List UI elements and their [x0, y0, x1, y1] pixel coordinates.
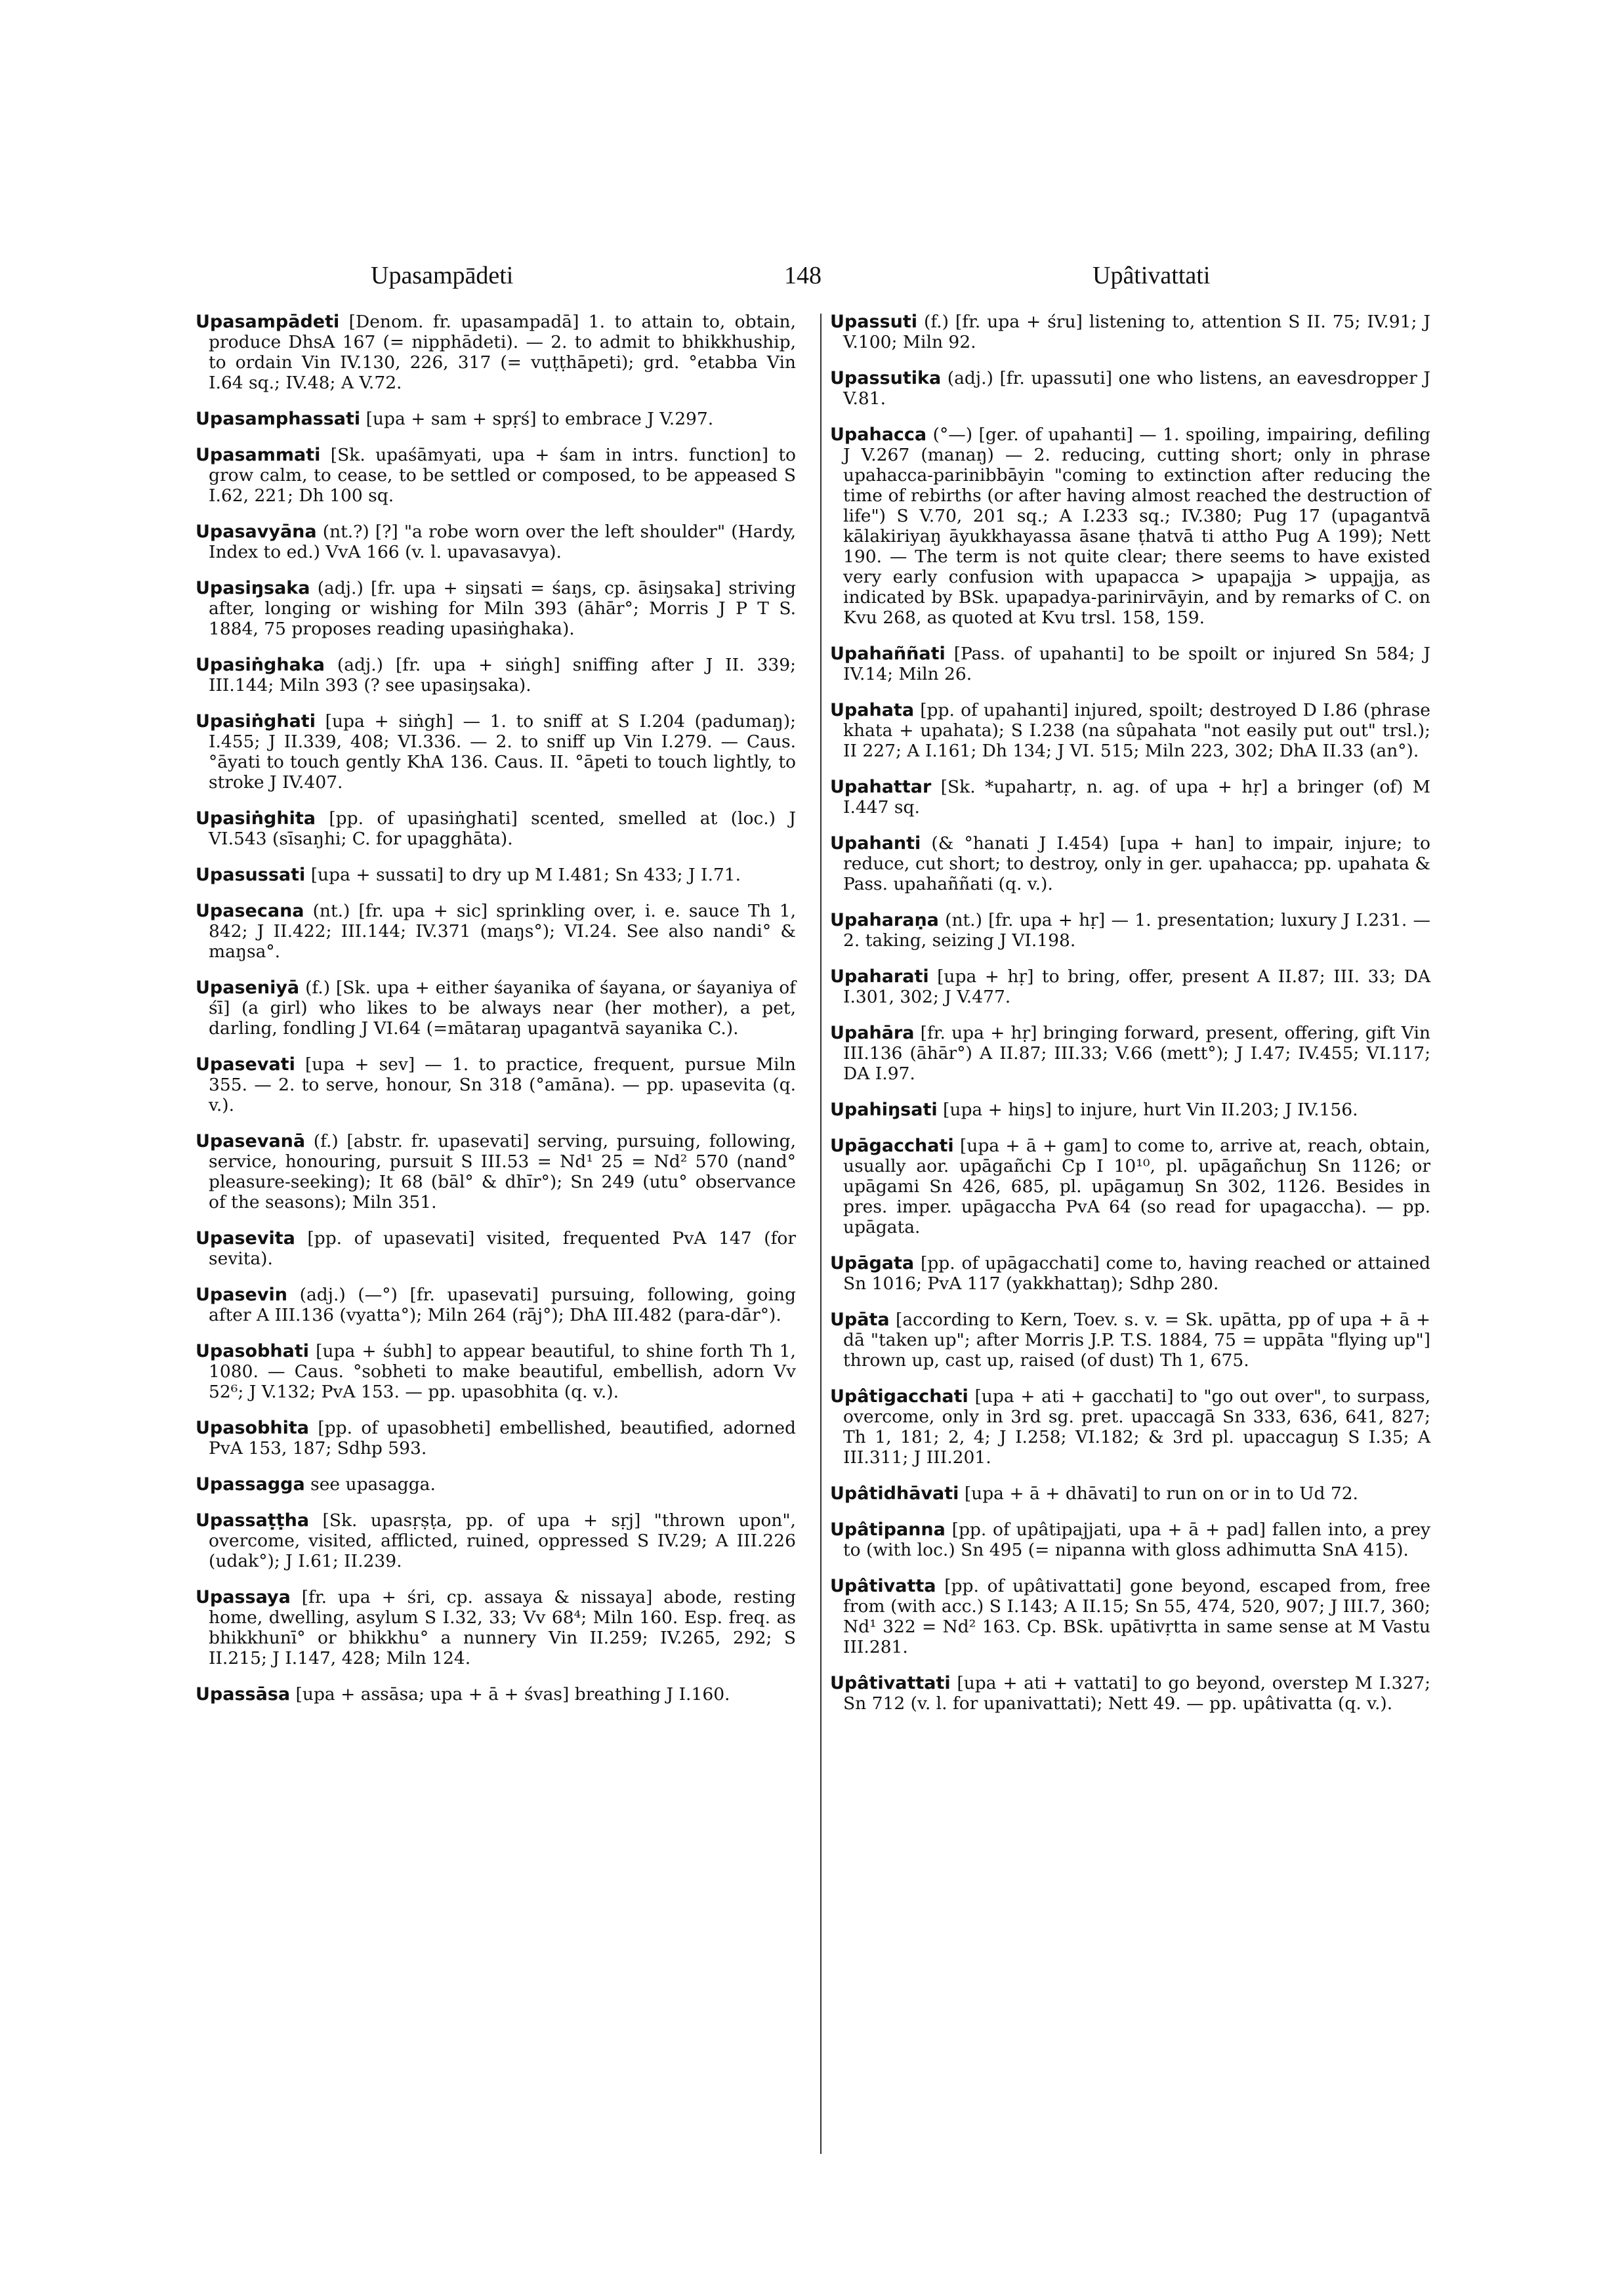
- entry-headword: Upasamphassati: [196, 409, 361, 429]
- entry-definition: [pp. of upasobheti] embellished, beautified, adorned PvA 153, 187; Sdhp 593.: [209, 1418, 796, 1458]
- entry-definition: [fr. upa + śri, cp. assaya & nissaya] abode, resting home, dwelling, asylum S I.32, 33; Vv 68⁴; Miln 160. Esp. freq. as bhikkhunī° or bhikkhu° a nunnery Vin II.259; IV.265, 292; S II.215; J I.147, 428; Miln 124.: [209, 1587, 796, 1668]
- dictionary-entry: [196, 1131, 796, 1212]
- entry-headword: Upassagga: [196, 1474, 305, 1495]
- entry-headword: Upaharati: [830, 966, 929, 987]
- dictionary-entry: [196, 978, 796, 1039]
- dictionary-entry: [830, 1520, 1430, 1560]
- dictionary-entry: [196, 1285, 796, 1325]
- dictionary-entry: [196, 1418, 796, 1458]
- dictionary-entry: [830, 1136, 1430, 1237]
- entry-headword: Upasiṅghita: [196, 808, 316, 829]
- entry-definition: [upa + siṅgh] — 1. to sniff at S I.204 (padumaŋ); I.455; J II.339, 408; VI.336. — 2. to sniff up Vin I.279. — Caus. °āyati to touch gently KhA 136. Caus. II. °āpeti to touch lightly, to stroke J IV.407.: [209, 711, 796, 793]
- entry-headword: Upâtivattati: [830, 1673, 951, 1693]
- dictionary-entry: [830, 1253, 1430, 1294]
- dictionary-entry: [196, 522, 796, 562]
- dictionary-entry: [196, 312, 796, 393]
- entry-definition: [Pass. of upahanti] to be spoilt or injured Sn 584; J IV.14; Miln 26.: [843, 644, 1430, 684]
- entry-headword: Upasecana: [196, 901, 304, 921]
- entry-headword: Upâtivatta: [830, 1576, 936, 1596]
- entry-definition: [Sk. upasṛṣṭa, pp. of upa + sṛj] "thrown upon", overcome, visited, afflicted, ruined, oppressed S IV.29; A III.226 (udak°); J I.61; II.239.: [209, 1510, 796, 1571]
- entry-headword: Upasobhita: [196, 1418, 310, 1438]
- dictionary-entry: [830, 966, 1430, 1007]
- dictionary-entry: [830, 777, 1430, 817]
- entry-headword: Upahattar: [830, 777, 932, 797]
- entry-definition: (nt.?) [?] "a robe worn over the left shoulder" (Hardy, Index to ed.) VvA 166 (v. l. upavasavya).: [209, 522, 796, 562]
- dictionary-entry: [830, 1673, 1430, 1714]
- dictionary-entry: [196, 1228, 796, 1269]
- entry-headword: Upasevanā: [196, 1131, 306, 1151]
- dictionary-entry: [830, 833, 1430, 894]
- entry-definition: [fr. upa + hṛ] bringing forward, present, offering, gift Vin III.136 (āhār°) A II.87; III.33; V.66 (mett°); J I.47; IV.455; VI.117; DA I.97.: [843, 1023, 1430, 1084]
- header-left-word: Upasampādeti: [371, 262, 514, 289]
- entry-definition: [upa + assāsa; upa + ā + śvas] breathing J I.160.: [290, 1684, 730, 1705]
- entry-headword: Upāgacchati: [830, 1136, 954, 1156]
- entry-headword: Upasiṅghati: [196, 711, 316, 732]
- dictionary-entry: [830, 1576, 1430, 1657]
- dictionary-entry: [196, 445, 796, 506]
- entry-headword: Upassaṭṭha: [196, 1510, 310, 1531]
- dictionary-entry: [830, 1100, 1430, 1120]
- entry-headword: Upahiŋsati: [830, 1100, 938, 1120]
- right-column: [830, 312, 1430, 1729]
- entry-headword: Upassāsa: [196, 1684, 291, 1705]
- dictionary-entry: [196, 1474, 796, 1495]
- entry-definition: (adj.) [fr. upa + siŋsati = śaŋs, cp. āsiŋsaka] striving after, longing or wishing for Miln 393 (āhār°; Morris J P T S. 1884, 75 proposes reading upasiṅghaka).: [209, 578, 796, 639]
- entry-definition: [pp. of upasevati] visited, frequented PvA 147 (for sevita).: [209, 1228, 796, 1269]
- entry-definition: [upa + hiŋs] to injure, hurt Vin II.203; J IV.156.: [937, 1100, 1358, 1120]
- entry-definition: [pp. of upasiṅghati] scented, smelled at (loc.) J VI.543 (sīsaŋhi; C. for upagghāta).: [209, 808, 796, 849]
- dictionary-entry: [196, 1684, 796, 1705]
- entry-headword: Upasevita: [196, 1228, 295, 1249]
- entry-definition: [Sk. upaśāmyati, upa + śam in intrs. function] to grow calm, to cease, to be settled or composed, to be appeased S I.62, 221; Dh 100 sq.: [209, 445, 796, 506]
- entry-definition: see upasagga.: [304, 1474, 436, 1495]
- entry-headword: Upahāra: [830, 1023, 915, 1043]
- entry-headword: Upasevati: [196, 1054, 295, 1075]
- entry-definition: [pp. of upâtivattati] gone beyond, escaped from, free from (with acc.) S I.143; A II.15; Sn 55, 474, 520, 907; J III.7, 360; Nd¹ 322 = Nd² 163. Cp. BSk. upātivṛtta in same sense at M Vastu III.281.: [843, 1576, 1430, 1657]
- column-divider: [820, 314, 822, 2154]
- entry-headword: Upâtigacchati: [830, 1386, 968, 1407]
- entry-definition: (adj.) (—°) [fr. upasevati] pursuing, following, going after A III.136 (vyatta°); Miln 264 (rāj°); DhA III.482 (para-dār°).: [209, 1285, 796, 1325]
- entry-definition: (& °hanati J I.454) [upa + han] to impair, injure; to reduce, cut short; to destroy, only in ger. upahacca; pp. upahata & Pass. upahaññati (q. v.).: [843, 833, 1430, 894]
- dictionary-entry: [830, 700, 1430, 761]
- entry-definition: (°—) [ger. of upahanti] — 1. spoiling, impairing, defiling J V.267 (manaŋ) — 2. reducing, cutting short; only in phrase upahacca-parinibbāyin "coming to extinction after reducing the time of rebirths (or after having almost reached the destruction of life") S V.70, 201 sq.; A I.233 sq.; IV.380; Pug 17 (upagantvā kālakiriyaŋ āyukkhayassa āsane ṭhatvā ti attho Pug A 199); Nett 190. — The term is not quite clear; there seems to have existed very early confusion with upapacca > upapajja > uppajja, as indicated by BSk. upapadya-parinirvāyin, and by remarks of C. on Kvu 268, as quoted at Kvu trsl. 158, 159.: [843, 424, 1430, 628]
- dictionary-entry: [830, 644, 1430, 684]
- dictionary-entry: [196, 711, 796, 793]
- entry-definition: (adj.) [fr. upassuti] one who listens, an eavesdropper J V.81.: [843, 368, 1430, 409]
- entry-headword: Upâtidhāvati: [830, 1483, 959, 1504]
- dictionary-entry: [196, 655, 796, 695]
- entry-headword: Upassutika: [830, 368, 942, 388]
- entry-headword: Upassuti: [830, 312, 917, 332]
- header-right-word: Upâtivattati: [1093, 262, 1211, 289]
- entry-definition: [according to Kern, Toev. s. v. = Sk. upātta, pp of upa + ā + dā "taken up"; after Morris J.P. T.S. 1884, 75 = uppāta "flying up"] thrown up, cast up, raised (of dust) Th 1, 675.: [843, 1310, 1430, 1371]
- entry-headword: Upaseniyā: [196, 978, 300, 998]
- dictionary-entry: [196, 1341, 796, 1402]
- entry-headword: Upahanti: [830, 833, 921, 854]
- entry-definition: [upa + sam + spṛś] to embrace J V.297.: [360, 409, 714, 429]
- entry-headword: Upassaya: [196, 1587, 291, 1607]
- entry-definition: [upa + ati + vattati] to go beyond, overstep M I.327; Sn 712 (v. l. for upanivattati); Nett 49. — pp. upâtivatta (q. v.).: [843, 1673, 1430, 1714]
- dictionary-entry: [196, 409, 796, 429]
- page-header: [0, 261, 1624, 300]
- entry-headword: Upahaññati: [830, 644, 946, 664]
- entry-headword: Upasussati: [196, 865, 306, 885]
- entry-headword: Upâtipanna: [830, 1520, 946, 1540]
- dictionary-entry: [830, 1483, 1430, 1504]
- entry-headword: Upahacca: [830, 424, 927, 445]
- entry-definition: [Denom. fr. upasampadā] 1. to attain to, obtain, produce DhsA 167 (= nipphādeti). — 2. to admit to bhikkhuship, to ordain Vin IV.130, 226, 317 (= vuṭṭhāpeti); grd. °etabba Vin I.64 sq.; IV.48; A V.72.: [209, 312, 796, 393]
- entry-definition: [pp. of upahanti] injured, spoilt; destroyed D I.86 (phrase khata + upahata); S I.238 (na sûpahata "not easily put out" trsl.); II 227; A I.161; Dh 134; J VI. 515; Miln 223, 302; DhA II.33 (an°).: [843, 700, 1430, 761]
- left-column: [196, 312, 796, 1720]
- dictionary-entry: [830, 1310, 1430, 1371]
- dictionary-entry: [830, 1023, 1430, 1084]
- dictionary-entry: [830, 368, 1430, 409]
- entry-definition: [upa + sev] — 1. to practice, frequent, pursue Miln 355. — 2. to serve, honour, Sn 318 (°amāna). — pp. upasevita (q. v.).: [209, 1054, 796, 1115]
- entry-definition: (nt.) [fr. upa + hṛ] — 1. presentation; luxury J I.231. — 2. taking, seizing J VI.198.: [843, 910, 1430, 951]
- entry-headword: Upāgata: [830, 1253, 915, 1273]
- dictionary-entry: [196, 1054, 796, 1115]
- entry-definition: [pp. of upāgacchati] come to, having reached or attained Sn 1016; PvA 117 (yakkhattaŋ); Sdhp 280.: [843, 1253, 1430, 1294]
- entry-headword: Upahata: [830, 700, 915, 720]
- dictionary-entry: [830, 312, 1430, 352]
- entry-headword: Upasavyāna: [196, 522, 317, 542]
- entry-definition: [upa + sussati] to dry up M I.481; Sn 433; J I.71.: [305, 865, 741, 885]
- entry-headword: Upaharaṇa: [830, 910, 939, 930]
- entry-headword: Upasevin: [196, 1285, 287, 1305]
- entry-definition: (f.) [fr. upa + śru] listening to, attention S II. 75; IV.91; J V.100; Miln 92.: [843, 312, 1430, 352]
- entry-headword: Upasampādeti: [196, 312, 340, 332]
- entry-definition: [upa + ati + gacchati] to "go out over", to surpass, overcome, only in 3rd sg. pret. upaccagā Sn 333, 636, 641, 827; Th 1, 181; 2, 4; J I.258; VI.182; & 3rd pl. upaccaguŋ S I.35; A III.311; J III.201.: [843, 1386, 1430, 1468]
- dictionary-entry: [196, 1587, 796, 1668]
- entry-headword: Upasiṅghaka: [196, 655, 325, 675]
- entry-definition: (f.) [abstr. fr. upasevati] serving, pursuing, following, service, honouring, pursuit S III.53 = Nd¹ 25 = Nd² 570 (nand° pleasure-seeking); It 68 (bāl° & dhīr°); Sn 249 (utu° observance of the seasons); Miln 351.: [209, 1131, 796, 1212]
- entry-definition: [upa + hṛ] to bring, offer, present A II.87; III. 33; DA I.301, 302; J V.477.: [843, 966, 1430, 1007]
- entry-definition: [upa + ā + gam] to come to, arrive at, reach, obtain, usually aor. upāgañchi Cp I 10¹⁰, pl. upāgañchuŋ Sn 1126; or upāgami Sn 426, 685, pl. upāgamuŋ Sn 302, 1126. Besides in pres. imper. upāgaccha PvA 64 (so read for upagaccha). — pp. upāgata.: [843, 1136, 1430, 1237]
- entry-definition: (adj.) [fr. upa + siṅgh] sniffing after J II. 339; III.144; Miln 393 (? see upasiŋsaka).: [209, 655, 796, 695]
- entry-headword: Upasobhati: [196, 1341, 310, 1361]
- dictionary-entry: [196, 865, 796, 885]
- dictionary-entry: [196, 901, 796, 962]
- dictionary-entry: [196, 578, 796, 639]
- entry-definition: [upa + śubh] to appear beautiful, to shine forth Th 1, 1080. — Caus. °sobheti to make beautiful, embellish, adorn Vv 52⁶; J V.132; PvA 153. — pp. upasobhita (q. v.).: [209, 1341, 796, 1402]
- entry-definition: [Sk. *upahartṛ, n. ag. of upa + hṛ] a bringer (of) M I.447 sq.: [843, 777, 1430, 817]
- dictionary-entry: [830, 1386, 1430, 1468]
- entry-definition: [upa + ā + dhāvati] to run on or in to Ud 72.: [959, 1483, 1358, 1504]
- entry-headword: Upāta: [830, 1310, 890, 1330]
- dictionary-entry: [196, 808, 796, 849]
- dictionary-entry: [830, 424, 1430, 628]
- entry-definition: (f.) [Sk. upa + either śayanika of śayana, or śayaniya of śī] (a girl) who likes to be always near (her mother), a pet, darling, fondling J VI.64 (=mātaraŋ upagantvā sayanika C.).: [209, 978, 796, 1039]
- entry-headword: Upasiŋsaka: [196, 578, 310, 598]
- entry-definition: [pp. of upâtipajjati, upa + ā + pad] fallen into, a prey to (with loc.) Sn 495 (= nipanna with gloss adhimutta SnA 415).: [843, 1520, 1430, 1560]
- dictionary-entry: [830, 910, 1430, 951]
- dictionary-entry: [196, 1510, 796, 1571]
- entry-headword: Upasammati: [196, 445, 321, 465]
- entry-definition: (nt.) [fr. upa + sic] sprinkling over, i. e. sauce Th 1, 842; J II.422; III.144; IV.371 (maŋs°); VI.24. See also nandi° & maŋsa°.: [209, 901, 796, 962]
- page-number: 148: [784, 262, 822, 289]
